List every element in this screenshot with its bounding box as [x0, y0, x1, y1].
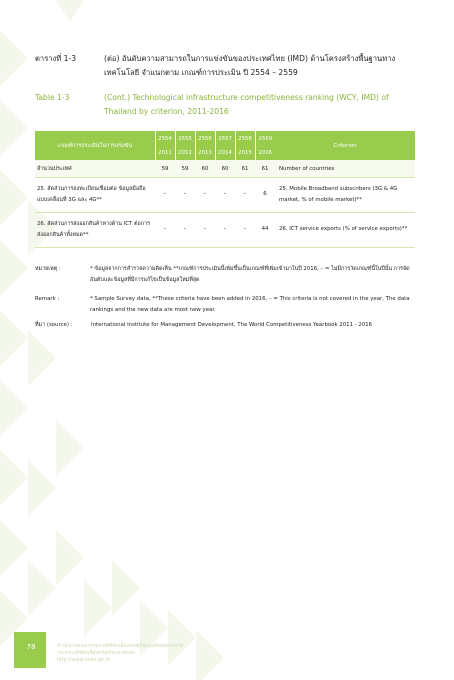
table-row — [35, 213, 415, 248]
header-year-th: 2555 — [175, 131, 195, 146]
cell-value: – — [175, 178, 195, 213]
row-label-th: 26. สัดส่วนการส่งออกสินค้าทางด้าน ICT ต่อการส่งออกสินค้าทั้งหมด** — [35, 213, 155, 248]
footer-ministry-line: กระทรวงดิจิทัลเพื่อเศรษฐกิจและสังคม — [57, 651, 135, 656]
source-label: ที่มา (source) : — [35, 322, 73, 328]
header-year-en: 2012 — [175, 146, 195, 160]
cell-value: 60 — [195, 160, 215, 178]
cell-value: 60 — [215, 160, 235, 178]
header-year-th: 2559 — [255, 131, 275, 146]
cell-value: – — [235, 213, 255, 248]
cell-value: 59 — [155, 160, 175, 178]
header-year-en: 2013 — [195, 146, 215, 160]
cell-value: 44 — [255, 213, 275, 248]
page-number: 78 — [26, 643, 36, 651]
remark-label: Remark : — [35, 296, 60, 302]
header-year-th: 2554 — [155, 131, 175, 146]
table-row-country-count — [35, 160, 415, 178]
table-row — [35, 178, 415, 213]
table-number-th: ตารางที่ 1-3 — [35, 54, 77, 63]
cell-value: 61 — [255, 160, 275, 178]
cell-value: – — [195, 178, 215, 213]
row-label-en: 26. ICT service exports (% of service exports)** — [275, 213, 415, 248]
note-label-th: หมายเหตุ : — [35, 266, 61, 272]
cell-value: – — [155, 178, 175, 213]
header-year-en: 2011 — [155, 146, 175, 160]
cell-value: 61 — [235, 160, 255, 178]
header-year-en: 2014 — [215, 146, 235, 160]
remark-text: * Sample Survey data, **These criteria have been added in 2016, – = This criteria is not covered in the year, The data rankings and the new data are most new year. — [90, 296, 410, 313]
header-year-en: 2016 — [255, 146, 275, 160]
ranking-table — [35, 131, 415, 248]
cell-value: – — [195, 213, 215, 248]
table-title-en: (Cont.) Technological infrastructure competitiveness ranking (WCY, IMD) of Thailand by criterion, 2011-2016 — [104, 93, 389, 116]
cell-value: 6 — [255, 178, 275, 213]
header-criteria-th: เกณฑ์การประเมินในการแข่งขัน — [35, 131, 155, 160]
row-label-th: 25. สัดส่วนการลงทะเบียนเชื่อมต่อ ข้อมูลมือถือ แบบเคลื่อนที่ 3G และ 4G** — [35, 178, 155, 213]
table-number-en: Table 1-3 — [35, 93, 70, 102]
cell-value: – — [175, 213, 195, 248]
footer-url[interactable]: http://www.onde.go.th — [57, 658, 111, 663]
row-label-en: 25. Mobile Broadband subscribers (3G & 4G market, % of mobile market)** — [275, 178, 415, 213]
cell-value: 59 — [175, 160, 195, 178]
header-year-en: 2015 — [235, 146, 255, 160]
footer-org-line: สำนักงานคณะกรรมการดิจิทัลเพื่อเศรษฐกิจและสังคมแห่งชาติ — [57, 644, 184, 649]
row-label-th: จำนวนประเทศ — [35, 160, 155, 178]
source-text: International Institute for Management Development, The World Competitiveness Yearbook 2011 - 2016 — [91, 322, 373, 328]
note-text-th: * ข้อมูลจากการสำรวจความคิดเห็น **เกณฑ์การประเมินนี้เพิ่มขึ้นเป็นเกณฑ์ที่เพิ่มเข้ามาในปี 2016, – = ไม่มีการวัดเกณฑ์นี้ในปีนั้น การจัดอันดับและข้อมูลที่มีการแก้ไขเป็นข้อมูลใหม่ที่สุด — [90, 266, 410, 283]
cell-value: – — [215, 178, 235, 213]
cell-value: – — [155, 213, 175, 248]
cell-value: – — [215, 213, 235, 248]
table-title-th: (ต่อ) อันดับความสามารถในการแข่งขันของประเทศไทย (IMD) ด้านโครงสร้างพื้นฐานทางเทคโนโลยี จำแนกตาม เกณฑ์การประเมิน ปี 2554 – 2559 — [104, 54, 396, 77]
header-year-th: 2556 — [195, 131, 215, 146]
row-label-en: Number of countries — [275, 160, 415, 178]
header-year-th: 2557 — [215, 131, 235, 146]
header-criteria-en: Criterion — [275, 131, 415, 160]
header-year-th: 2558 — [235, 131, 255, 146]
cell-value: – — [235, 178, 255, 213]
